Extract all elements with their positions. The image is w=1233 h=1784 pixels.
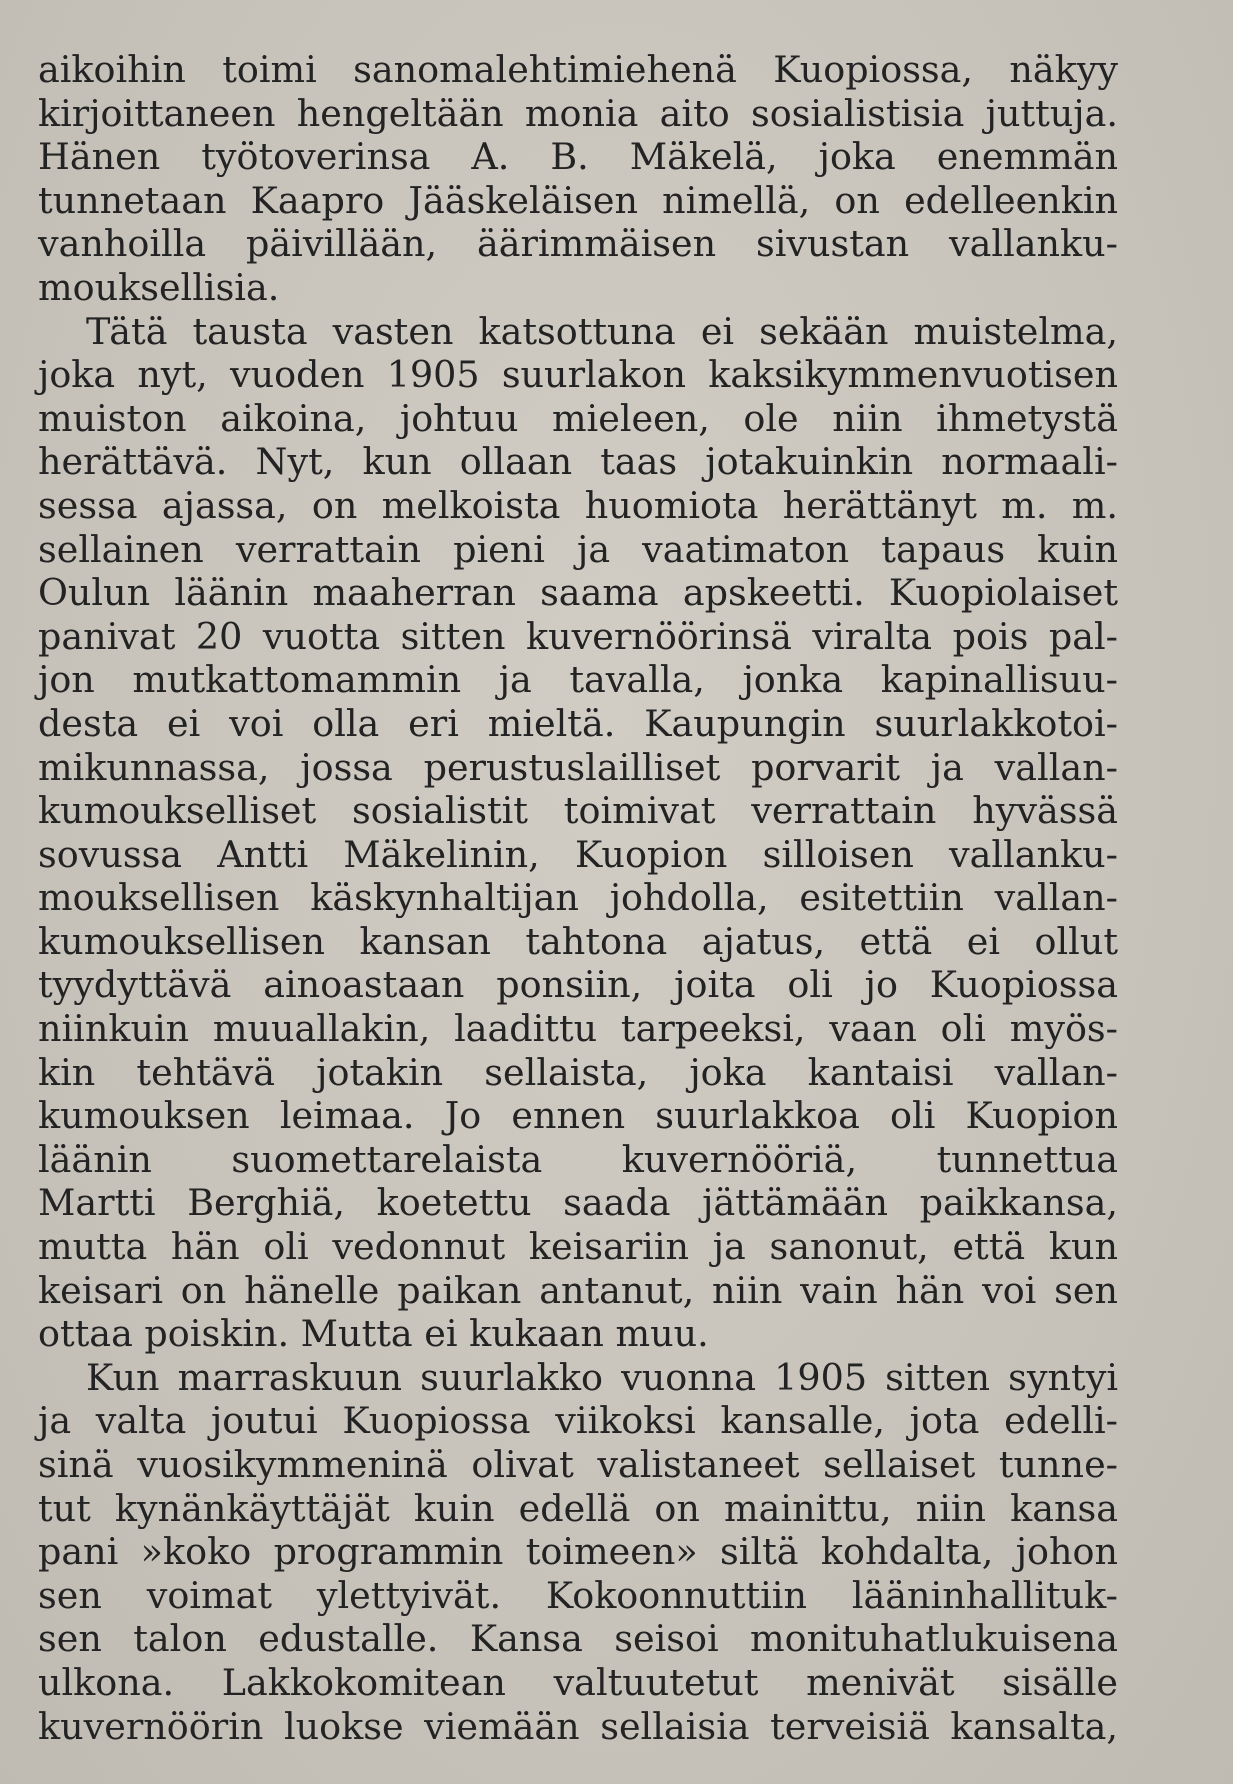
text-line: kumouksen leimaa. Jo ennen suurlakkoa oli Kuopion xyxy=(38,1094,1118,1138)
text-line: Hänen työtoverinsa A. B. Mäkelä, joka enemmän xyxy=(38,135,1118,179)
text-line: sen talon edustalle. Kansa seisoi monituhatlukuisena xyxy=(38,1617,1118,1661)
text-line: sovussa Antti Mäkelinin, Kuopion silloisen vallanku- xyxy=(38,832,1118,876)
text-line: läänin suomettarelaista kuvernööriä, tunnettua xyxy=(38,1137,1118,1181)
text-line: tut kynänkäyttäjät kuin edellä on mainittu, niin kansa xyxy=(38,1486,1118,1530)
text-line: ulkona. Lakkokomitean valtuutetut menivät sisälle xyxy=(38,1660,1118,1704)
text-line: mouksellisia. xyxy=(38,265,280,309)
paragraph xyxy=(38,1356,1118,1748)
text-line: kirjoittaneen hengeltään monia aito sosialistisia juttuja. xyxy=(38,91,1118,135)
text-line: Oulun läänin maaherran saama apskeetti. Kuopiolaiset xyxy=(38,571,1118,615)
text-line: sellainen verrattain pieni ja vaatimaton tapaus kuin xyxy=(38,527,1118,571)
text-line: niinkuin muuallakin, laadittu tarpeeksi, vaan oli myös- xyxy=(38,1007,1118,1051)
paragraph xyxy=(38,48,1118,310)
text-line: Kun marraskuun suurlakko vuonna 1905 sitten syntyi xyxy=(86,1355,1118,1399)
text-line: kuvernöörin luokse viemään sellaisia terveisiä kansalta, xyxy=(38,1704,1118,1748)
text-line: desta ei voi olla eri mieltä. Kaupungin suurlakkotoi- xyxy=(38,701,1118,745)
text-line: Martti Berghiä, koetettu saada jättämään paikkansa, xyxy=(38,1181,1118,1225)
text-line: sinä vuosikymmeninä olivat valistaneet sellaiset tunne- xyxy=(38,1443,1118,1486)
text-line: mikunnassa, jossa perustuslailliset porvarit ja vallan- xyxy=(38,745,1118,789)
text-line: herättävä. Nyt, kun ollaan taas jotakuinkin normaali- xyxy=(38,440,1118,484)
text-line: jon mutkattomammin ja tavalla, jonka kapinallisuu- xyxy=(38,658,1118,702)
text-line: muiston aikoina, johtuu mieleen, ole niin ihmetystä xyxy=(38,396,1118,440)
body-text xyxy=(38,48,1118,1748)
text-line: tyydyttävä ainoastaan ponsiin, joita oli jo Kuopiossa xyxy=(38,963,1118,1007)
text-line: aikoihin toimi sanomalehtimiehenä Kuopiossa, näkyy xyxy=(38,48,1118,91)
text-line: sessa ajassa, on melkoista huomiota herättänyt m. m. xyxy=(38,483,1118,527)
text-line: kin tehtävä jotakin sellaista, joka kantaisi vallan- xyxy=(38,1050,1118,1094)
text-line: ottaa poiskin. Mutta ei kukaan muu. xyxy=(38,1312,709,1356)
text-line: mutta hän oli vedonnut keisariin ja sanonut, että kun xyxy=(38,1225,1118,1269)
text-line: Tätä tausta vasten katsottuna ei sekään muistelma, xyxy=(86,309,1118,353)
text-line: tunnetaan Kaapro Jääskeläisen nimellä, on edelleenkin xyxy=(38,178,1118,222)
text-line: joka nyt, vuoden 1905 suurlakon kaksikymmenvuotisen xyxy=(38,353,1118,397)
text-line: keisari on hänelle paikan antanut, niin vain hän voi sen xyxy=(38,1268,1118,1312)
text-line: panivat 20 vuotta sitten kuvernöörinsä viralta pois pal- xyxy=(38,614,1118,658)
paragraph xyxy=(38,310,1118,1356)
text-line: mouksellisen käskynhaltijan johdolla, esitettiin vallan- xyxy=(38,876,1118,920)
text-line: sen voimat ylettyivät. Kokoonnuttiin lääninhallituk- xyxy=(38,1573,1118,1617)
text-line: kumouksellisen kansan tahtona ajatus, että ei ollut xyxy=(38,919,1118,963)
text-line: pani »koko programmin toimeen» siltä kohdalta, johon xyxy=(38,1530,1118,1574)
text-line: kumoukselliset sosialistit toimivat verrattain hyvässä xyxy=(38,789,1118,833)
text-line: ja valta joutui Kuopiossa viikoksi kansalle, jota edelli- xyxy=(38,1399,1118,1443)
text-line: vanhoilla päivillään, äärimmäisen sivustan vallanku- xyxy=(38,222,1118,266)
